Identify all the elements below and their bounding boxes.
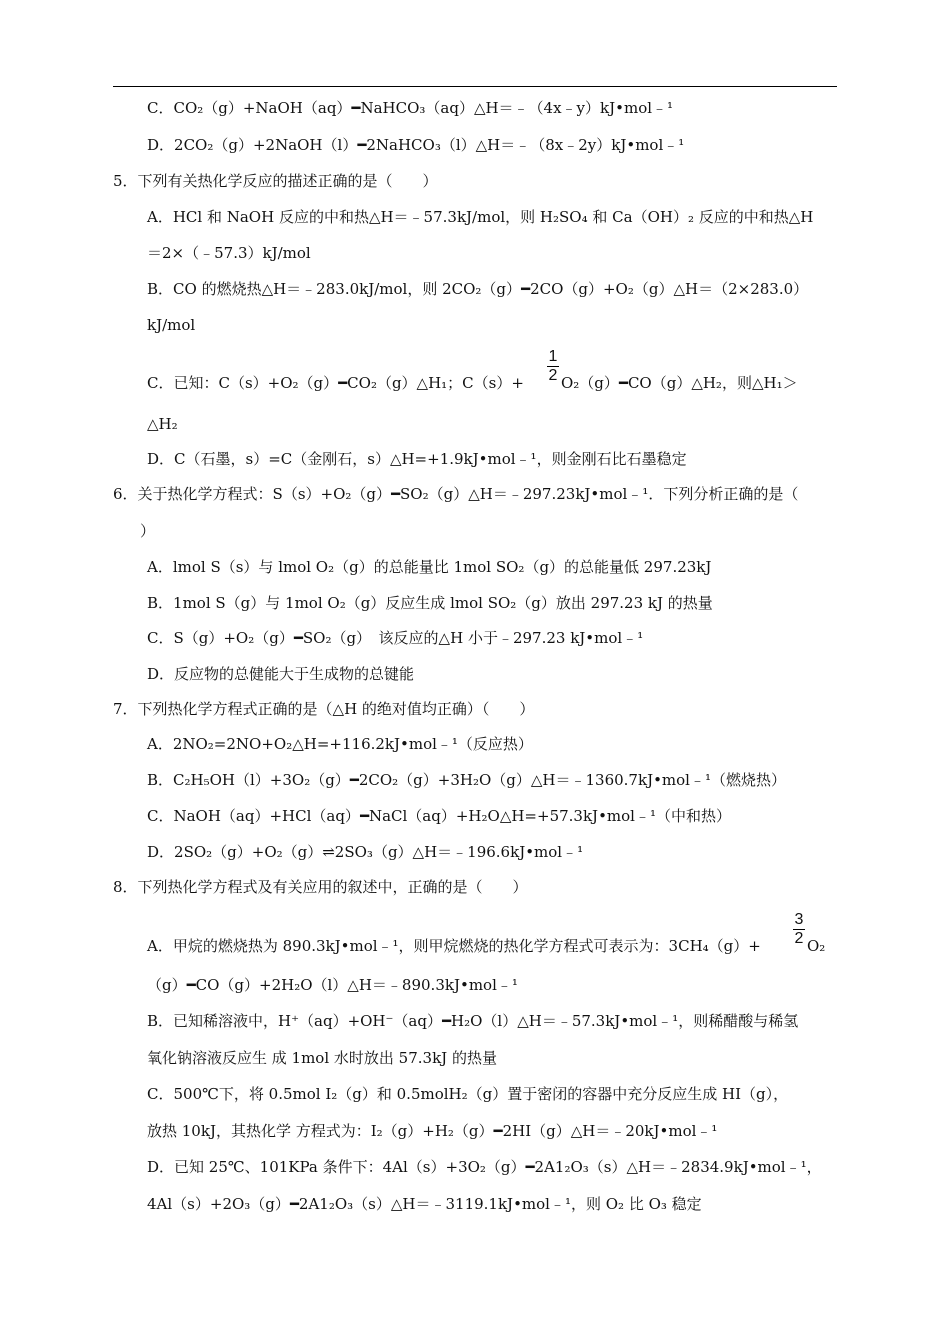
q5-option-d: D．C（石墨，s）=C（金刚石，s）△H=+1.9kJ•mol﹣¹，则金刚石比石墨稳定 xyxy=(147,450,687,468)
q5-option-b: B．CO 的燃烧热△H＝﹣283.0kJ/mol，则 2CO₂（g）━2CO（g）+O₂（g）△H＝（2×283.0） xyxy=(147,280,809,298)
fraction-one-half xyxy=(547,348,559,385)
q7-option-a: A．2NO₂=2NO+O₂△H=+116.2kJ•mol﹣¹（反应热） xyxy=(147,735,533,753)
q5-option-a: A．HCl 和 NaOH 反应的中和热△H＝﹣57.3kJ/mol，则 H₂SO₄ 和 Ca（OH）₂ 反应的中和热△H xyxy=(147,208,814,226)
q8-option-c-cont: 放热 10kJ，其热化学 方程式为：I₂（g）+H₂（g）━2HI（g）△H＝﹣20kJ•mol﹣¹ xyxy=(147,1122,718,1140)
q6-option-c: C．S（g）+O₂（g）━SO₂（g） 该反应的△H 小于﹣297.23 kJ•mol﹣¹ xyxy=(147,629,644,647)
q5-stem: 5．下列有关热化学反应的描述正确的是（ ） xyxy=(113,172,438,190)
q6-option-b: B．1mol S（g）与 1mol O₂（g）反应生成 lmol SO₂（g）放出 297.23 kJ 的热量 xyxy=(147,594,713,612)
q8-option-d-cont: 4Al（s）+2O₃（g）━2A1₂O₃（s）△H＝﹣3119.1kJ•mol﹣¹，则 O₂ 比 O₃ 稳定 xyxy=(147,1195,702,1213)
q5-option-c: C．已知：C（s）+O₂（g）━CO₂（g）△H₁；C（s）+ xyxy=(147,374,524,392)
q7-option-c: C．NaOH（aq）+HCl（aq）━NaCl（aq）+H₂O△H=+57.3kJ•mol﹣¹（中和热） xyxy=(147,807,731,825)
q6-option-d: D．反应物的总健能大于生成物的总键能 xyxy=(147,665,415,683)
q8-stem: 8．下列热化学方程式及有关应用的叙述中，正确的是（ ） xyxy=(113,878,528,896)
q8-option-a-tail: O₂ xyxy=(807,937,826,955)
fraction-denominator: 2 xyxy=(794,930,804,947)
q8-option-d: D．已知 25℃、101KPa 条件下：4Al（s）+3O₂（g）━2A1₂O₃（s）△H＝﹣2834.9kJ•mol﹣¹， xyxy=(147,1158,822,1176)
header-rule xyxy=(113,86,837,87)
q8-option-c: C．500℃下，将 0.5mol I₂（g）和 0.5molH₂（g）置于密闭的容器中充分反应生成 HI（g）， xyxy=(147,1085,789,1103)
q8-option-a: A．甲烷的燃烧热为 890.3kJ•mol﹣¹，则甲烷燃烧的热化学方程式可表示为：3CH₄（g）+ xyxy=(147,937,761,955)
q4-option-d: D．2CO₂（g）+2NaOH（l）━2NaHCO₃（l）△H＝﹣（8x﹣2y）kJ•mol﹣¹ xyxy=(147,136,685,154)
q6-option-a: A．lmol S（s）与 lmol O₂（g）的总能量比 1mol SO₂（g）的总能量低 297.23kJ xyxy=(147,558,712,576)
fraction-numerator: 1 xyxy=(548,348,558,365)
q5-option-c-tail: O₂（g）━CO（g）△H₂，则△H₁＞ xyxy=(561,374,798,392)
fraction-three-halves xyxy=(793,911,805,948)
q7-option-d: D．2SO₂（g）+O₂（g）⇌2SO₃（g）△H＝﹣196.6kJ•mol﹣¹ xyxy=(147,843,584,861)
q8-option-b-cont: 氧化钠溶液反应生 成 1mol 水时放出 57.3kJ 的热量 xyxy=(147,1049,497,1067)
q5-option-b-cont: kJ/mol xyxy=(147,316,196,334)
q5-option-c-cont: △H₂ xyxy=(147,415,178,433)
q8-option-a-cont: （g）━CO（g）+2H₂O（l）△H＝﹣890.3kJ•mol﹣¹ xyxy=(147,976,518,994)
fraction-numerator: 3 xyxy=(794,911,804,928)
q7-option-b: B．C₂H₅OH（l）+3O₂（g）━2CO₂（g）+3H₂O（g）△H＝﹣1360.7kJ•mol﹣¹（燃烧热） xyxy=(147,771,786,789)
fraction-denominator: 2 xyxy=(548,367,558,384)
q5-option-a-cont: ＝2×（﹣57.3）kJ/mol xyxy=(147,244,311,262)
q4-option-c: C．CO₂（g）+NaOH（aq）━NaHCO₃（aq）△H＝﹣（4x﹣y）kJ•mol﹣¹ xyxy=(147,99,674,117)
q8-option-b: B．已知稀溶液中，H⁺（aq）+OH⁻（aq）━H₂O（l）△H＝﹣57.3kJ•mol﹣¹，则稀醋酸与稀氢 xyxy=(147,1012,799,1030)
q7-stem: 7．下列热化学方程式正确的是（△H 的绝对值均正确）（ ） xyxy=(113,700,535,718)
q6-stem-cont: ） xyxy=(140,522,156,540)
q6-stem: 6．关于热化学方程式：S（s）+O₂（g）━SO₂（g）△H＝﹣297.23kJ•mol﹣¹．下列分析正确的是（ xyxy=(113,485,799,503)
